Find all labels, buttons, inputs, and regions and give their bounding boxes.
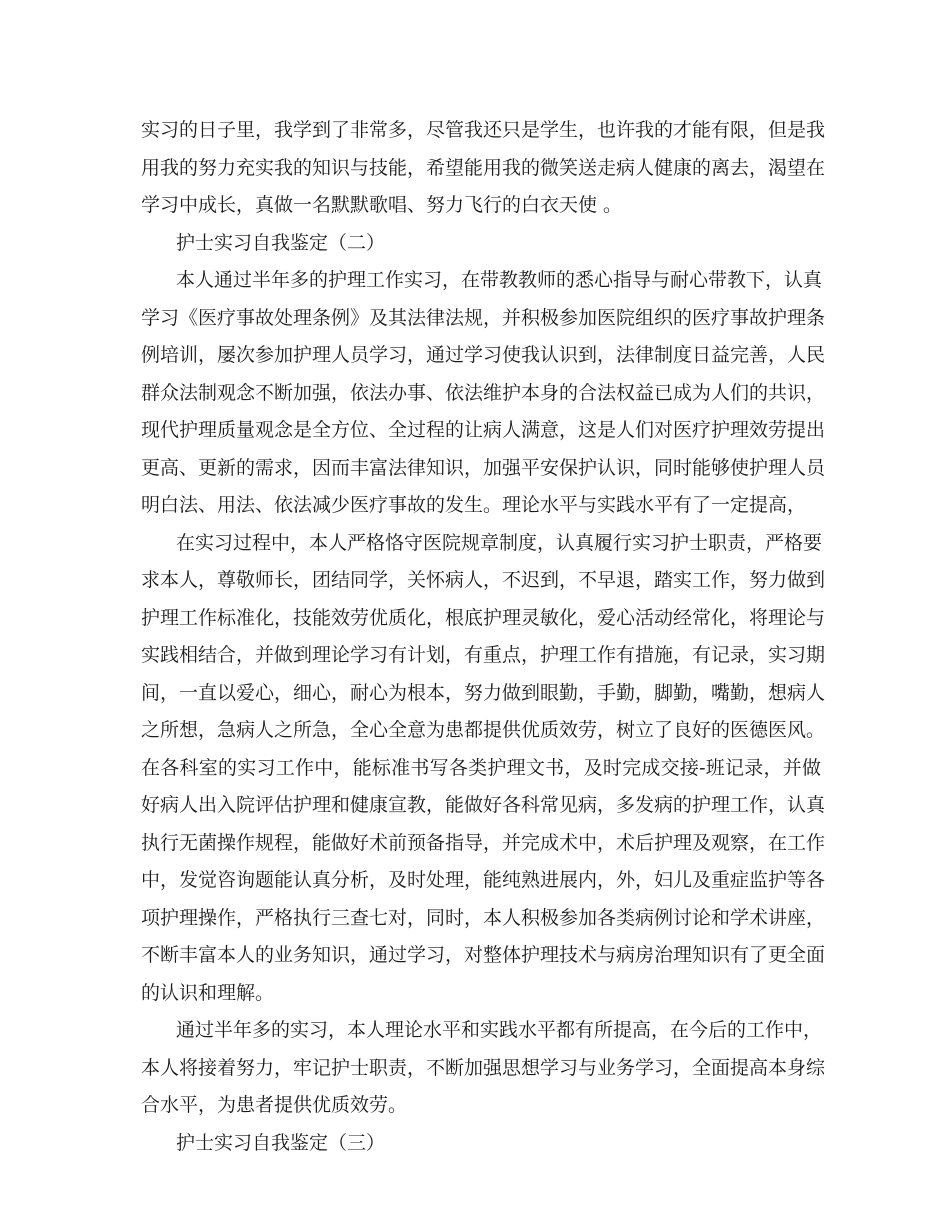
paragraph-line: 执行无菌操作规程，能做好术前预备指导，并完成术中，术后护理及观察，在工作 bbox=[141, 832, 826, 854]
paragraph-line: 不断丰富本人的业务知识，通过学习，对整体护理技术与病房治理知识有了更全面 bbox=[141, 944, 826, 966]
paragraph-line: 之所想，急病人之所急，全心全意为患都提供优质效劳，树立了良好的医德医风。 bbox=[141, 719, 826, 741]
paragraph-line: 实践相结合，并做到理论学习有计划，有重点，护理工作有措施，有记录，实习期 bbox=[141, 644, 826, 666]
section-heading: 护士实习自我鉴定（二） bbox=[176, 232, 386, 254]
paragraph-line: 求本人，尊敬师长，团结同学，关怀病人，不迟到，不早退，踏实工作，努力做到 bbox=[141, 569, 826, 591]
paragraph-line: 群众法制观念不断加强，依法办事、依法维护本身的合法权益已成为人们的共识， bbox=[141, 382, 826, 404]
paragraph-line: 本人通过半年多的护理工作实习，在带教教师的悉心指导与耐心带教下，认真 bbox=[176, 269, 823, 291]
paragraph-line: 在各科室的实习工作中，能标准书写各类护理文书，及时完成交接-班记录，并做 bbox=[141, 757, 821, 779]
section-heading: 护士实习自我鉴定（三） bbox=[176, 1132, 386, 1154]
paragraph-line: 现代护理质量观念是全方位、全过程的让病人满意，这是人们对医疗护理效劳提出 bbox=[141, 419, 826, 441]
paragraph-line: 实习的日子里，我学到了非常多，尽管我还只是学生，也许我的才能有限，但是我 bbox=[141, 119, 826, 141]
paragraph-line: 好病人出入院评估护理和健康宣教，能做好各科常见病，多发病的护理工作，认真 bbox=[141, 794, 826, 816]
paragraph-line: 用我的努力充实我的知识与技能，希望能用我的微笑送走病人健康的离去，渴望在 bbox=[141, 157, 826, 179]
paragraph-line: 护理工作标准化，技能效劳优质化，根底护理灵敏化，爱心活动经常化，将理论与 bbox=[141, 607, 826, 629]
paragraph-line: 明白法、用法、依法减少医疗事故的发生。理论水平与实践水平有了一定提高， bbox=[141, 494, 807, 516]
paragraph-line: 本人将接着努力，牢记护士职责，不断加强思想学习与业务学习，全面提高本身综 bbox=[141, 1057, 826, 1079]
paragraph-line: 合水平，为患者提供优质效劳。 bbox=[141, 1094, 408, 1116]
paragraph-line: 通过半年多的实习，本人理论水平和实践水平都有所提高，在今后的工作中， bbox=[176, 1019, 823, 1041]
paragraph-line: 在实习过程中，本人严格恪守医院规章制度，认真履行实习护士职责，严格要 bbox=[176, 532, 823, 554]
paragraph-line: 项护理操作，严格执行三查七对，同时，本人积极参加各类病例讨论和学术讲座， bbox=[141, 907, 826, 929]
paragraph-line: 学习《医疗事故处理条例》及其法律法规，并积极参加医院组织的医疗事故护理条 bbox=[141, 307, 826, 329]
paragraph-line: 的认识和理解。 bbox=[141, 982, 275, 1004]
paragraph-line: 间，一直以爱心，细心，耐心为根本，努力做到眼勤，手勤，脚勤，嘴勤，想病人 bbox=[141, 682, 826, 704]
paragraph-line: 更高、更新的需求，因而丰富法律知识，加强平安保护认识，同时能够使护理人员 bbox=[141, 457, 826, 479]
paragraph-line: 中，发觉咨询题能认真分析，及时处理，能纯熟进展内，外，妇儿及重症监护等各 bbox=[141, 869, 826, 891]
paragraph-line: 例培训，屡次参加护理人员学习，通过学习使我认识到，法律制度日益完善，人民 bbox=[141, 344, 826, 366]
paragraph-line: 学习中成长，真做一名默默歌唱、努力飞行的白衣天使 。 bbox=[141, 194, 623, 216]
